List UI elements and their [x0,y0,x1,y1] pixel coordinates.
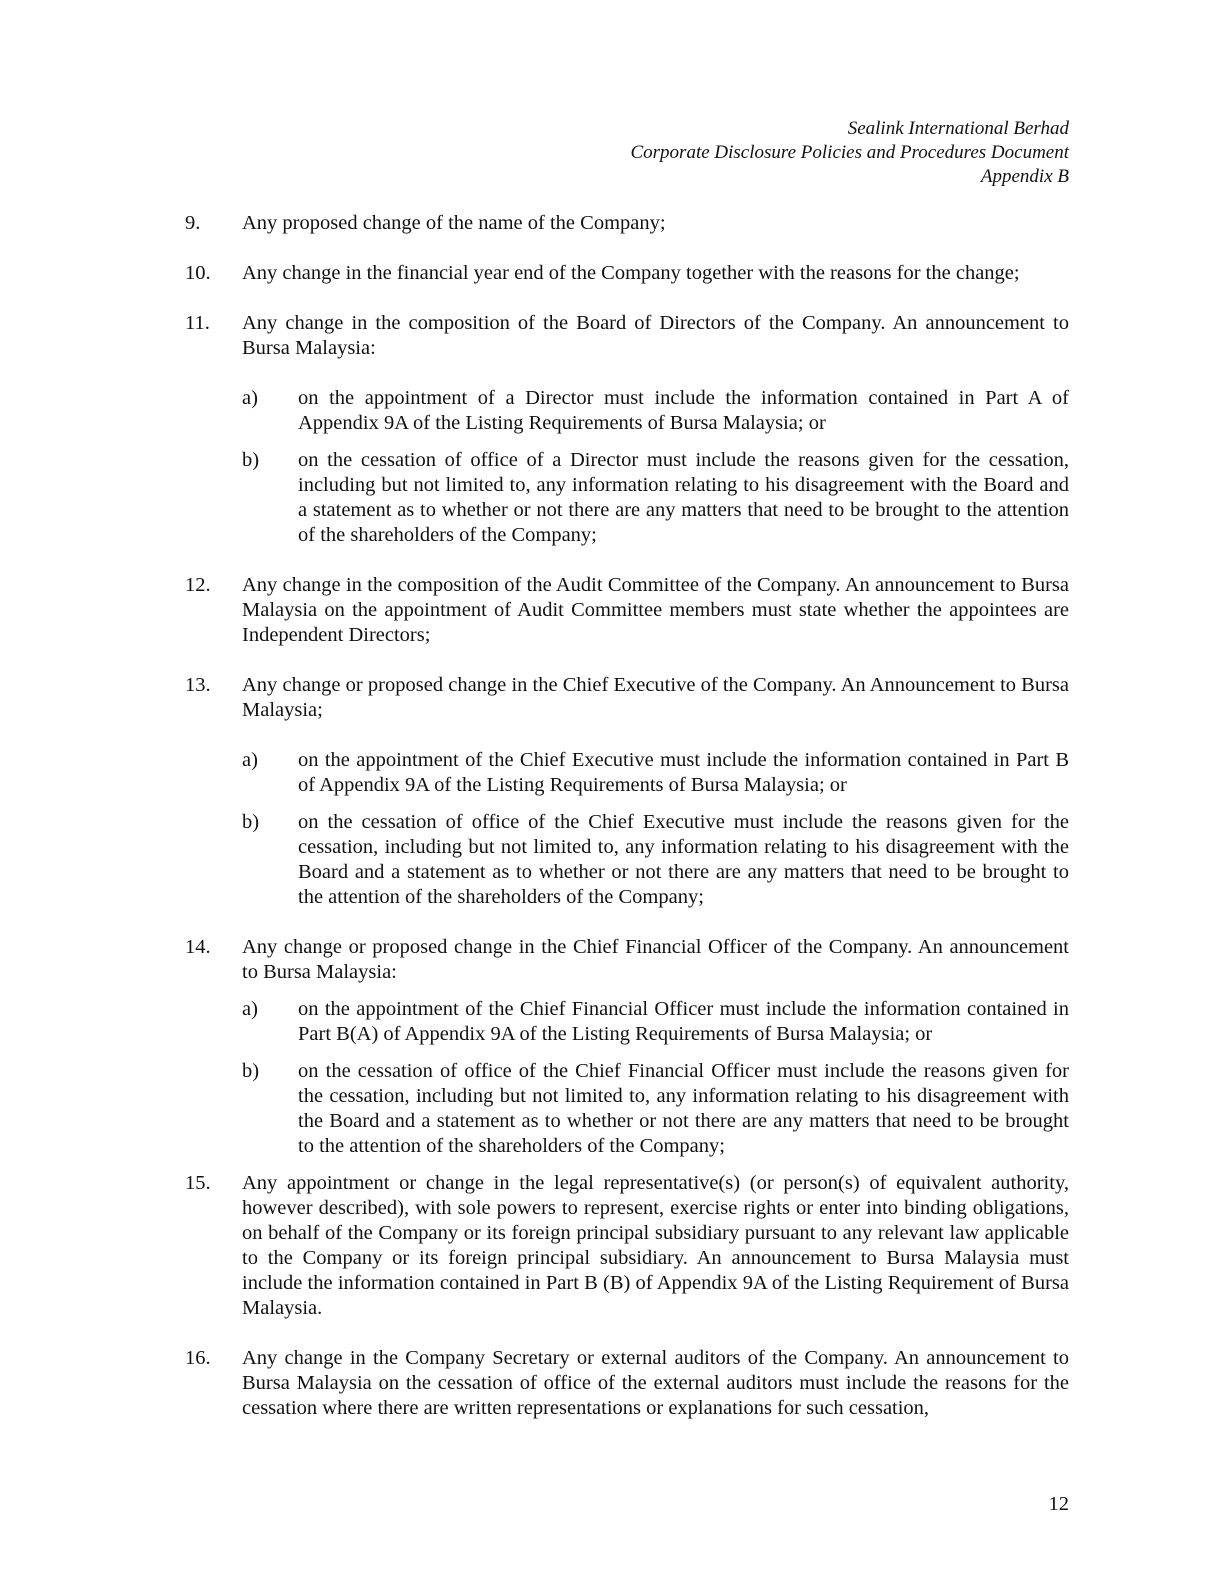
list-item-14 [185,935,1069,1159]
item-text: Any change in the Company Secretary or external auditors of the Company. An announcement to Bursa Malaysia on the cessation of office of the external auditors must include the reasons for the cessation where there are written representations or explanations for such cessation, [242,1347,1069,1419]
sub-item-label: b) [242,811,260,833]
sub-item-a [242,997,1069,1047]
sub-item-text: on the cessation of office of a Director must include the reasons given for the cessation, including but not limited to, any information relating to his disagreement with the Board and a statement as to whether or not there are any matters that need to be brought to the attention of the shareholders of the Company; [298,449,1069,546]
running-header [369,117,1069,189]
item-text: Any change in the composition of the Board of Directors of the Company. An announcement to Bursa Malaysia: [242,312,1069,359]
item-text: Any change or proposed change in the Chief Financial Officer of the Company. An announcement to Bursa Malaysia: [242,936,1069,983]
list-item-9 [185,211,1069,236]
list-item-16 [185,1346,1069,1421]
item-number: 13. [185,674,211,696]
sub-item-b [242,448,1069,548]
header-company-name: Sealink International Berhad [847,118,1069,139]
item-number: 10. [185,262,211,284]
item-text: Any change in the composition of the Audit Committee of the Company. An announcement to Bursa Malaysia on the appointment of Audit Committee members must state whether the appointees are Independent Directors; [242,574,1069,646]
list-item-12 [185,573,1069,648]
list-item-15 [185,1171,1069,1321]
header-appendix: Appendix B [980,166,1069,187]
sub-item-label: a) [242,998,258,1020]
sub-item-text: on the cessation of office of the Chief Executive must include the reasons given for the cessation, including but not limited to, any information relating to his disagreement with the Board and a statement as to whether or not there are any matters that need to be brought to the attention of the shareholders of the Company; [298,811,1069,908]
sub-item-a [242,748,1069,798]
sub-item-label: a) [242,749,258,771]
item-number: 12. [185,574,211,596]
item-number: 11. [185,312,210,334]
sub-item-text: on the appointment of the Chief Executive must include the information contained in Part B of Appendix 9A of the Listing Requirements of Bursa Malaysia; or [298,749,1069,796]
sub-item-label: b) [242,449,260,471]
sub-item-text: on the appointment of a Director must include the information contained in Part A of Appendix 9A of the Listing Requirements of Bursa Malaysia; or [298,387,1069,434]
sub-item-b [242,1059,1069,1159]
sub-item-b [242,810,1069,910]
sub-item-text: on the cessation of office of the Chief Financial Officer must include the reasons given for the cessation, including but not limited to, any information relating to his disagreement with the Board and a statement as to whether or not there are any matters that need to be brought to the attention of the shareholders of the Company; [298,1060,1069,1157]
list-item-13 [185,673,1069,910]
page-number: 12 [1048,1493,1069,1515]
sub-item-label: a) [242,387,258,409]
list-item-11 [185,311,1069,548]
item-text: Any appointment or change in the legal representative(s) (or person(s) of equivalent authority, however described), with sole powers to represent, exercise rights or enter into binding obligations, on behalf of the Company or its foreign principal subsidiary pursuant to any relevant law applicable to the Company or its foreign principal subsidiary. An announcement to Bursa Malaysia must include the information contained in Part B (B) of Appendix 9A of the Listing Requirement of Bursa Malaysia. [242,1172,1069,1319]
item-number: 16. [185,1347,211,1369]
item-number: 15. [185,1172,211,1194]
item-text: Any proposed change of the name of the Company; [242,212,666,234]
document-body [185,211,1069,1421]
item-text: Any change in the financial year end of the Company together with the reasons for the change; [242,262,1020,284]
item-number: 14. [185,936,211,958]
item-number: 9. [185,212,201,234]
item-text: Any change or proposed change in the Chief Executive of the Company. An Announcement to Bursa Malaysia; [242,674,1069,721]
sub-item-text: on the appointment of the Chief Financial Officer must include the information contained in Part B(A) of Appendix 9A of the Listing Requirements of Bursa Malaysia; or [298,998,1069,1045]
list-item-10 [185,261,1069,286]
sub-item-a [242,386,1069,436]
sub-item-label: b) [242,1060,260,1082]
header-document-title: Corporate Disclosure Policies and Procedures Document [630,142,1069,163]
